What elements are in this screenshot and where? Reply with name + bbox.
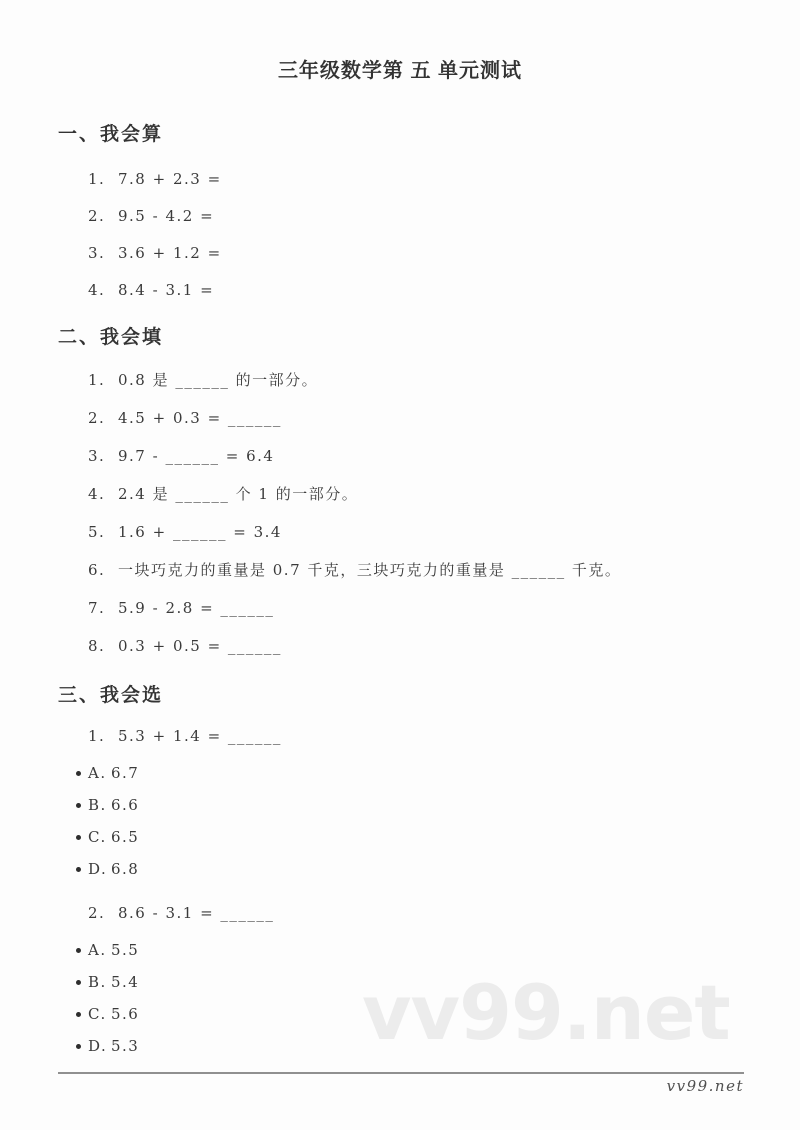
item-text: 5.9 - 2.8 = ______ [118, 599, 275, 617]
option-item [76, 828, 800, 846]
option-item [76, 764, 800, 782]
bullet-icon [76, 980, 81, 985]
watermark-text: vv99.net [362, 968, 730, 1057]
option-value: 5.3 [111, 1037, 140, 1055]
option-item [76, 1037, 800, 1055]
section-calc-heading: 一、我会算 [58, 124, 164, 145]
item-text: 0.8 是 ______ 的一部分。 [118, 371, 319, 389]
list-item [88, 409, 800, 427]
bullet-icon [76, 1012, 81, 1017]
item-number: 7. [88, 599, 106, 617]
item-text: 3.6 + 1.2 = [118, 244, 222, 262]
item-number: 3. [88, 447, 106, 465]
footer-site-label: vv99.net [666, 1077, 744, 1095]
item-text: 9.7 - ______ = 6.4 [118, 447, 275, 465]
item-number: 1. [88, 170, 106, 188]
option-item [76, 941, 800, 959]
option-label: B. [88, 973, 107, 991]
list-item [88, 170, 800, 188]
list-item [88, 561, 800, 579]
question-text: 5.3 + 1.4 = ______ [118, 727, 282, 745]
footer-divider [58, 1072, 744, 1074]
list-item [88, 485, 800, 503]
bullet-icon [76, 867, 81, 872]
item-text: 2.4 是 ______ 个 1 的一部分。 [118, 485, 359, 503]
item-text: 0.3 + 0.5 = ______ [118, 637, 282, 655]
option-item [76, 860, 800, 878]
list-item [88, 599, 800, 617]
item-number: 3. [88, 244, 106, 262]
section-fill [0, 327, 800, 655]
option-label: C. [88, 828, 107, 846]
item-number: 5. [88, 523, 106, 541]
item-number: 6. [88, 561, 106, 579]
bullet-icon [76, 771, 81, 776]
question-text: 8.6 - 3.1 = ______ [118, 904, 275, 922]
item-text: 4.5 + 0.3 = ______ [118, 409, 282, 427]
option-label: B. [88, 796, 107, 814]
section-fill-heading: 二、我会填 [58, 327, 164, 348]
item-text: 8.4 - 3.1 = [118, 281, 215, 299]
list-item [88, 371, 800, 389]
item-text: 9.5 - 4.2 = [118, 207, 215, 225]
list-item [88, 637, 800, 655]
option-item [76, 1005, 800, 1023]
option-value: 6.8 [111, 860, 140, 878]
option-value: 5.6 [111, 1005, 140, 1023]
list-item [88, 281, 800, 299]
bullet-icon [76, 803, 81, 808]
item-number: 4. [88, 485, 106, 503]
list-item [88, 447, 800, 465]
bullet-icon [76, 948, 81, 953]
item-number: 2. [88, 207, 106, 225]
section-choice-heading: 三、我会选 [58, 685, 164, 706]
option-item [76, 796, 800, 814]
option-label: D. [88, 860, 108, 878]
question-item [88, 904, 800, 922]
option-value: 6.6 [111, 796, 140, 814]
item-text: 一块巧克力的重量是 0.7 千克，三块巧克力的重量是 ______ 千克。 [118, 561, 622, 579]
list-item [88, 244, 800, 262]
option-label: D. [88, 1037, 108, 1055]
item-number: 2. [88, 409, 106, 427]
option-value: 5.5 [111, 941, 140, 959]
item-number: 4. [88, 281, 106, 299]
bullet-icon [76, 835, 81, 840]
list-item [88, 523, 800, 541]
section-choice [0, 685, 800, 1055]
option-value: 6.7 [111, 764, 140, 782]
question-number: 1. [88, 727, 106, 745]
option-value: 5.4 [111, 973, 140, 991]
question-item [88, 727, 800, 745]
bullet-icon [76, 1044, 81, 1049]
option-item [76, 973, 800, 991]
section-calc [0, 124, 800, 299]
item-text: 1.6 + ______ = 3.4 [118, 523, 282, 541]
list-item [88, 207, 800, 225]
item-number: 8. [88, 637, 106, 655]
option-label: A. [88, 764, 107, 782]
page-title: 三年级数学第 五 单元测试 [277, 60, 523, 82]
option-label: A. [88, 941, 107, 959]
option-value: 6.5 [111, 828, 140, 846]
option-label: C. [88, 1005, 107, 1023]
question-number: 2. [88, 904, 106, 922]
item-number: 1. [88, 371, 106, 389]
item-text: 7.8 + 2.3 = [118, 170, 222, 188]
